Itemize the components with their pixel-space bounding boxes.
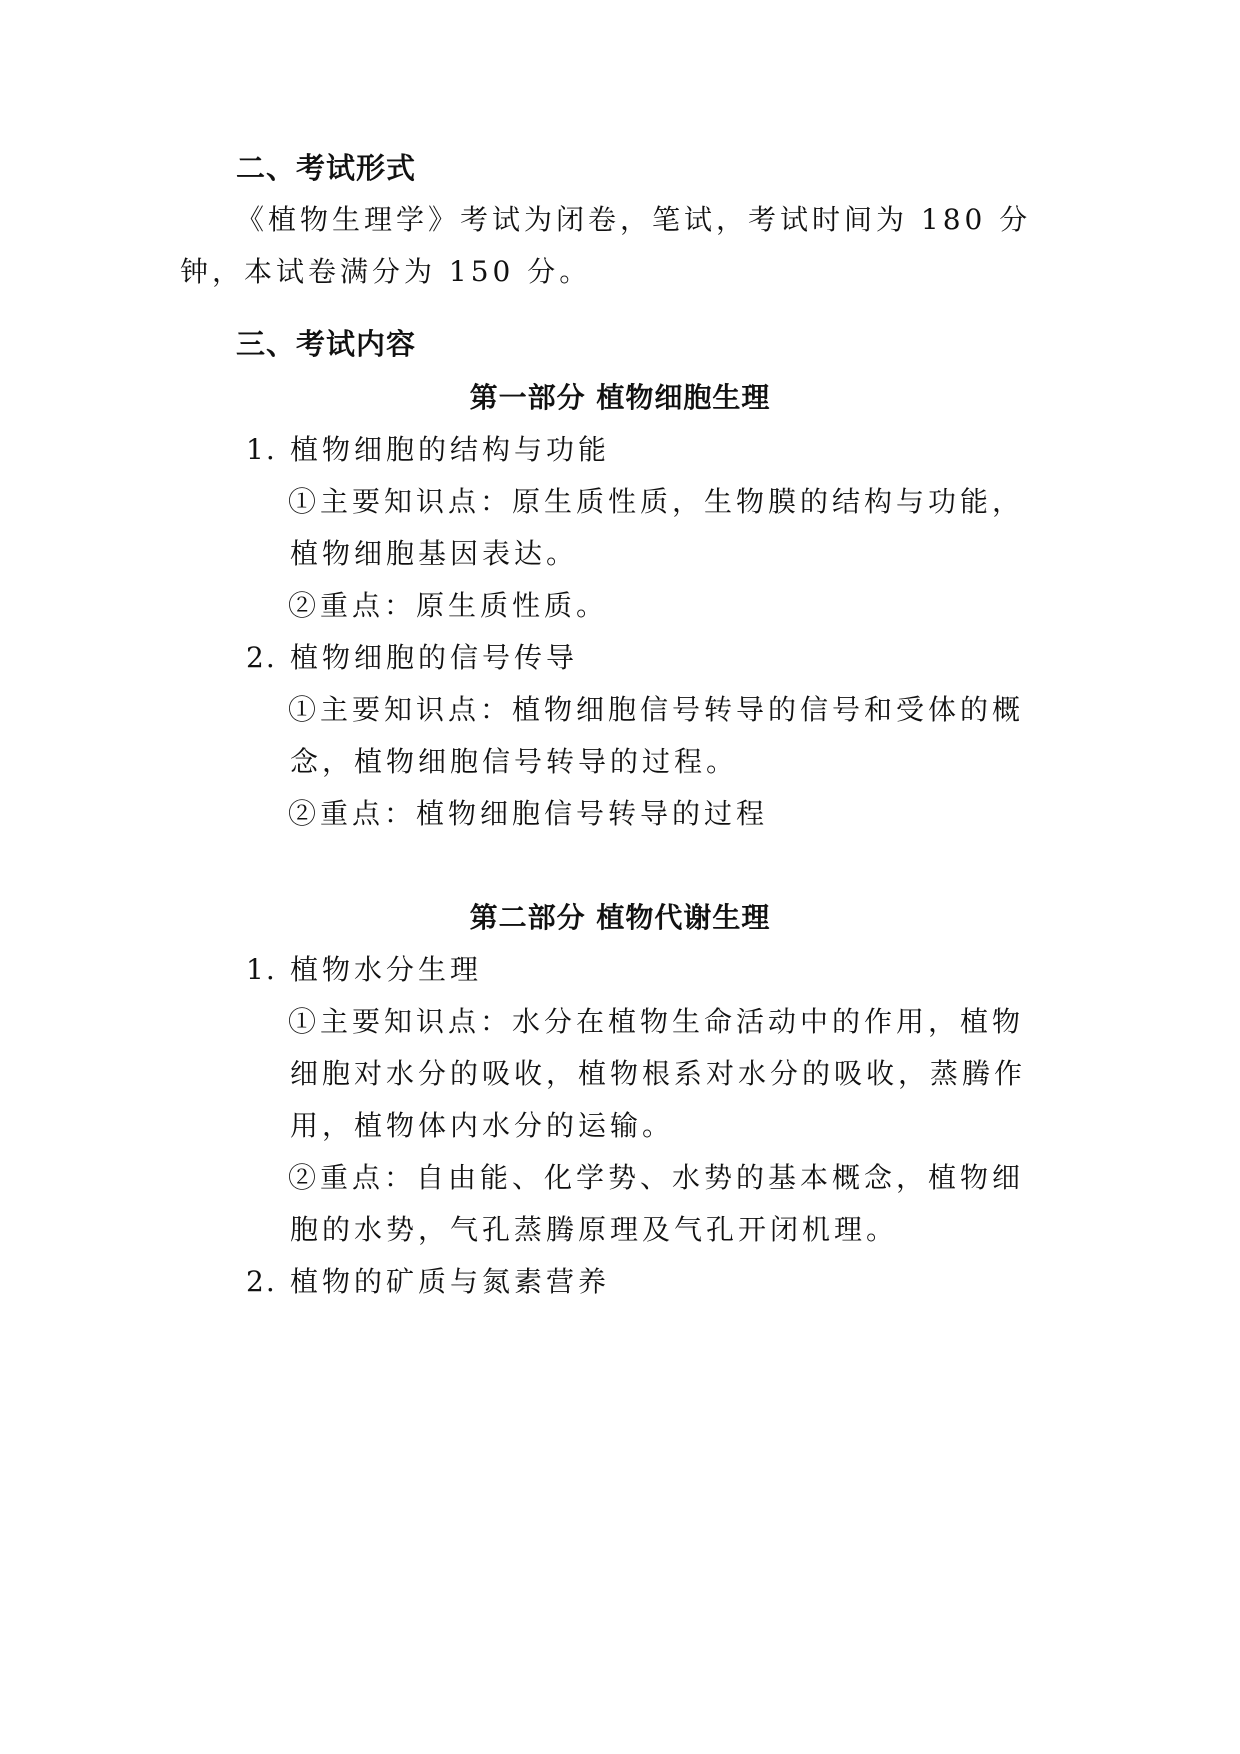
part-2-item-1-main-points-line-3: 用，植物体内水分的运输。 (290, 1109, 675, 1142)
exam-format-paragraph-line-1: 《植物生理学》考试为闭卷，笔试，考试时间为 180 分 (236, 203, 1032, 236)
part-1-item-1-main-points-line-2: 植物细胞基因表达。 (290, 537, 579, 570)
part-1-item-1-title: 植物细胞的结构与功能 (290, 433, 611, 466)
part-2-item-1-key-points-line-1: ②重点：自由能、化学势、水势的基本概念，植物细 (288, 1161, 1025, 1194)
part-2-item-1-main-points-line-1: ①主要知识点：水分在植物生命活动中的作用，植物 (288, 1005, 1025, 1038)
part-1-item-2-main-points-line-2: 念，植物细胞信号转导的过程。 (290, 745, 739, 778)
part-1-item-2-key-points: ②重点：植物细胞信号转导的过程 (288, 797, 769, 830)
part-2-title: 第二部分 植物代谢生理 (469, 901, 771, 934)
part-2-item-1-main-points-line-2: 细胞对水分的吸收，植物根系对水分的吸收，蒸腾作 (290, 1057, 1027, 1090)
part-1-item-1-number: 1. (246, 433, 277, 466)
part-2-item-1-title: 植物水分生理 (290, 953, 483, 986)
section-heading-exam-format: 二、考试形式 (236, 151, 417, 185)
section-heading-exam-content: 三、考试内容 (236, 327, 417, 361)
part-1-item-2-main-points-line-1: ①主要知识点：植物细胞信号转导的信号和受体的概 (288, 693, 1025, 726)
part-2-item-2-title: 植物的矿质与氮素营养 (290, 1265, 611, 1298)
part-2-item-1-number: 1. (246, 953, 277, 986)
part-1-item-1-key-points: ②重点：原生质性质。 (288, 589, 609, 622)
part-1-item-2-number: 2. (246, 641, 277, 674)
part-1-item-1-main-points-line-1: ①主要知识点：原生质性质，生物膜的结构与功能， (288, 485, 1025, 518)
exam-format-paragraph-line-2: 钟，本试卷满分为 150 分。 (180, 255, 592, 288)
part-1-title: 第一部分 植物细胞生理 (469, 381, 771, 414)
part-2-item-1-key-points-line-2: 胞的水势，气孔蒸腾原理及气孔开闭机理。 (290, 1213, 899, 1246)
part-1-item-2-title: 植物细胞的信号传导 (290, 641, 579, 674)
part-2-item-2-number: 2. (246, 1265, 277, 1298)
